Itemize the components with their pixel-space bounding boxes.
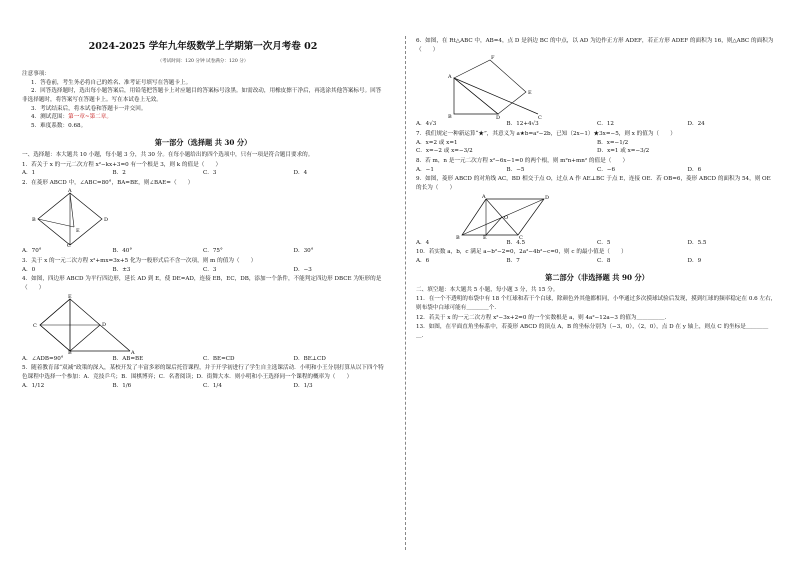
q6-options <box>416 120 778 129</box>
option: C．1/4 <box>203 382 222 389</box>
option: B．12+4√3 <box>506 121 539 128</box>
option: B．1/6 <box>112 382 132 389</box>
option: A．4 <box>416 239 430 246</box>
label-f: F <box>491 55 495 62</box>
notes-heading: 注意事项： <box>22 71 50 78</box>
label-e: E <box>528 90 532 97</box>
label-a: A <box>131 349 135 355</box>
option: D．4 <box>293 170 308 177</box>
q3-options <box>22 266 384 275</box>
q1-options <box>22 169 384 178</box>
note-item: 2．回答选择题时，选出每小题答案后，用铅笔把答题卡上对应题目的答案标号涂黑。如需改动，用橡皮擦干净后，再选涂其他答案标号。回答非选择题时，将答案写在答题卡上。写在本试卷上无效。 <box>22 88 382 104</box>
label-e: E <box>68 293 72 300</box>
option: B．7 <box>506 257 520 264</box>
option: C．12 <box>597 121 614 128</box>
label-c: C <box>67 243 71 248</box>
option: B．−5 <box>506 166 525 173</box>
note-item: 3．考试结束后，将本试卷和答题卡一并交回。 <box>31 105 147 112</box>
q6-figure <box>416 54 778 120</box>
option: C．3 <box>203 170 217 177</box>
question-10: 10．若实数 a，b，c 满足 a−b²−2=0，2a²−4b²−c=0，则 c 的最小值是（ ） <box>416 249 627 256</box>
q4-figure <box>22 293 384 355</box>
option: D．x=1 或 x=−3/2 <box>597 148 650 155</box>
exam-meta: （考试时间：120 分钟 试卷满分：120 分） <box>157 59 249 64</box>
option: B．2 <box>112 170 126 177</box>
option: D．24 <box>687 121 705 128</box>
option: A．1 <box>22 170 36 177</box>
option: C．BE=CD <box>203 355 235 362</box>
label-b: B <box>68 349 72 355</box>
option: B．x=−1/2 <box>597 139 629 146</box>
question-4: 4．如图，四边形 ABCD 为平行四边形，延长 AD 到 E，使 DE=AD，连接 EB，EC，DB，添加一个条件，不能判定四边形 DBCE 为矩形的是（ ） <box>22 276 382 292</box>
q2-options <box>22 247 384 256</box>
label-e: E <box>76 228 80 235</box>
option: B．4.5 <box>506 239 526 246</box>
question-7: 7．我们规定一种新运算“★”，其意义为 a★b=a²−2b，已知（2x−1）★3x=−5，则 x 的值为（ ） <box>416 130 676 137</box>
option: A．∠ADB=90° <box>22 355 64 362</box>
question-6: 6．如图，在 Rt△ABC 中，AB=4，点 D 是斜边 BC 的中点，以 AD 为边作正方形 ADEF，若正方形 ADEF 的面积为 16，则△ABC 的面积为（ ） <box>416 38 774 53</box>
option: D．9 <box>687 257 702 264</box>
question-5: 5．随着教育部“双减”政策的深入，某校开发了丰富多彩的课后托管课程，并于开学初进行了学生自主选课活动．小明和小王分别打算从以下四个特色课程中选择一个参加：A．竞技乒乓；B．围棋博弈；C．名著阅读；D．街舞大本．则小明和小王选择同一个课程的概率为（ ） <box>22 365 384 381</box>
question-8: 8．若 m，n 是一元二次方程 x²−6x−1=0 的两个根，则 m²n+mn² 的值是（ ） <box>416 157 629 164</box>
exam-title: 2024-2025 学年九年级数学上学期第一次月考卷 02 <box>88 41 318 52</box>
option: C．3 <box>203 266 217 273</box>
option: A．−1 <box>416 166 434 173</box>
q7-options-row1 <box>416 139 778 148</box>
label-a: A <box>482 193 486 200</box>
part2-title: 第二部分（非选择题 共 90 分） <box>545 272 649 282</box>
exam-page <box>22 14 777 550</box>
label-d: D <box>102 321 107 328</box>
label-c: C <box>519 234 523 239</box>
note-range-label: 4．测试范围： <box>31 114 69 121</box>
option: C．75° <box>203 248 223 255</box>
question-9: 9．如图，菱形 ABCD 的对角线 AC，BD 相交于点 O，过点 A 作 AE⊥BC 于点 E，连接 OE．若 OB=6，菱形 ABCD 的面积为 54，则 OE 的长为（ ） <box>416 176 771 191</box>
label-d: D <box>545 194 550 201</box>
q4-options <box>22 355 384 364</box>
option: A．x=2 或 x=1 <box>416 139 458 146</box>
option: A．70° <box>22 248 42 255</box>
label-c: C <box>538 115 542 121</box>
option: D．1/3 <box>293 382 313 389</box>
option: C．x=−2 或 x=−3/2 <box>416 148 473 155</box>
option: D．BE⊥CD <box>293 355 326 362</box>
part1-intro: 一、选择题：本大题共 10 小题，每小题 3 分，共 30 分。在每小题给出的四个选项中，只有一项是符合题目要求的。 <box>22 151 314 158</box>
question-11: 11．在一个不透明的布袋中有 18 个红球和若干个白球，除颜色外其他都相同，小华通过多次摸球试验后发现，摸到红球的频率稳定在 0.6 左右，则布袋中白球可能有＿＿＿＿个． <box>416 296 777 311</box>
label-d: D <box>496 115 501 121</box>
option: C．8 <box>597 257 611 264</box>
q9-options <box>416 239 778 248</box>
option: A．4√3 <box>416 121 437 128</box>
label-e: E <box>483 234 487 239</box>
question-12: 12．若关于 x 的一元二次方程 x²−3x+2=0 的一个实数根是 a，则 4a²−12a−3 的值为＿＿＿＿＿． <box>416 314 671 321</box>
left-column <box>22 36 384 390</box>
q2-figure <box>22 187 384 247</box>
right-column <box>416 36 778 341</box>
option: B．40° <box>112 248 133 255</box>
note-item: 1．答卷前，考生务必将自己的姓名、准考证号填写在答题卡上。 <box>31 79 192 86</box>
label-a: A <box>68 188 72 195</box>
label-b: B <box>448 114 452 121</box>
rhombus-diagonals-diagram <box>456 193 556 239</box>
q7-options-row2 <box>416 147 778 156</box>
label-a: A <box>448 74 452 81</box>
option: D．−3 <box>293 266 312 273</box>
question-1: 1．若关于 x 的一元二次方程 x²−kx+3=0 有一个根是 3，则 k 的值是（ ） <box>22 161 222 168</box>
option: D．5.5 <box>687 239 707 246</box>
note-item <box>22 113 384 122</box>
part1-title: 第一部分（选择题 共 30 分） <box>154 137 252 147</box>
part2-intro: 二、填空题：本大题共 5 小题，每小题 3 分，共 15 分。 <box>416 286 559 293</box>
difficulty: 5．难度系数：0.68。 <box>31 123 87 130</box>
square-triangle-diagram <box>446 54 546 120</box>
option: C．5 <box>597 239 611 246</box>
label-o: O <box>504 214 509 221</box>
label-c: C <box>33 322 37 329</box>
q5-options <box>22 382 384 391</box>
option: D．6 <box>687 166 702 173</box>
option: A．0 <box>22 266 36 273</box>
q10-options <box>416 257 778 266</box>
option: C．−6 <box>597 166 616 173</box>
rhombus-diagram <box>32 187 122 247</box>
option: D．30° <box>293 248 314 255</box>
q9-figure <box>416 193 778 239</box>
question-2: 2．在菱形 ABCD 中，∠ABC=80°，BA=BE，则∠BAE=（ ） <box>22 179 194 186</box>
option: B．±3 <box>112 266 131 273</box>
question-13: 13．如图，在平面直角坐标系中，若菱形 ABCD 的顶点 A，B 的坐标分别为（−3，0），（2，0），点 D 在 y 轴上，则点 C 的坐标是＿＿＿＿＿． <box>416 324 769 339</box>
label-b: B <box>456 234 460 239</box>
q8-options <box>416 166 778 175</box>
parallelogram-diagram <box>30 293 140 355</box>
option: B．AB=BE <box>112 355 144 362</box>
label-b: B <box>32 217 36 224</box>
option: A．6 <box>416 257 430 264</box>
option: A．1/12 <box>22 382 45 389</box>
label-d: D <box>104 217 109 224</box>
column-divider <box>405 36 406 550</box>
test-range: 第一章~第二章。 <box>68 114 112 121</box>
question-3: 3．关于 x 的一元二次方程 x²+mx=3x+5 化为一般形式后不含一次项，则 m 的值为（ ） <box>22 258 257 265</box>
